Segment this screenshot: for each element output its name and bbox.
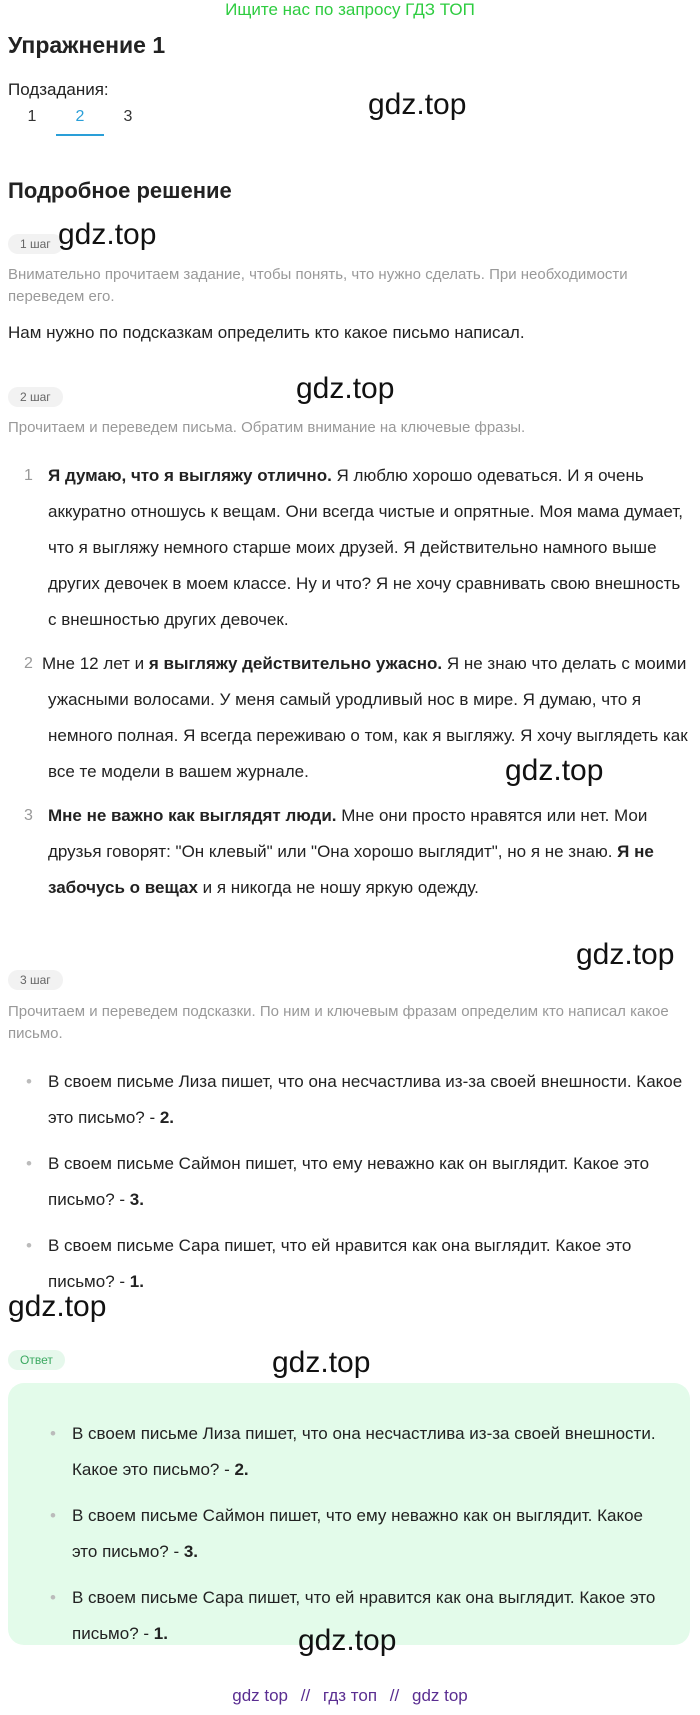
item-answer: 3. <box>183 1542 199 1561</box>
list-item <box>72 1416 672 1488</box>
letter-item <box>24 798 688 906</box>
letter-number: 1 <box>24 467 33 484</box>
letters-list <box>24 458 688 906</box>
key-phrase: Мне не важно как выглядят люди. <box>48 806 337 825</box>
letter-number: 2 <box>24 655 33 672</box>
item-answer: 2. <box>234 1460 249 1479</box>
step-badge: 3 шаг <box>8 970 63 990</box>
letter-text: Я не знаю что делать с моими ужасными волосами. У меня самый уродливый нос в мире. Я думаю, что я немного полная. Я всегда переживаю о том, как я выгляжу. Я хочу выглядеть как все те модели в вашем журнале. <box>48 654 688 781</box>
letter-text: Я люблю хорошо одеваться. И я очень аккуратно отношусь к вещам. Они всегда чистые и опрятные. Моя мама думает, что я выгляжу немного старше моих друзей. Я действительно намного выше других девочек в моем классе. Ну и что? Я не хочу сравнивать свою внешность с внешностью других девочек. <box>48 466 683 629</box>
list-item <box>72 1498 672 1570</box>
watermark: gdz.top <box>272 1346 371 1379</box>
item-text: В своем письме Саймон пишет, что ему неважно как он выглядит. Какое это письмо? - <box>72 1506 644 1561</box>
step-hint: Прочитаем и переведем письма. Обратим внимание на ключевые фразы. <box>8 419 526 436</box>
watermark: gdz.top <box>8 1290 107 1323</box>
letter-text: Мне они просто нравятся или нет. Мои друзья говорят: "Он клевый" или "Она хорошо выглядит", но я не знаю. <box>48 806 648 861</box>
item-answer: 1. <box>129 1272 144 1291</box>
watermark: gdz.top <box>296 372 395 405</box>
tab-3[interactable]: 3 <box>123 108 133 125</box>
footer-separator: // <box>300 1686 311 1705</box>
step-badge: 2 шаг <box>8 387 63 407</box>
item-answer: 3. <box>129 1190 144 1209</box>
watermark: gdz.top <box>58 218 157 251</box>
letter-number: 3 <box>24 807 33 824</box>
item-text: В своем письме Лиза пишет, что она несчастлива из-за своей внешности. Какое это письмо? - <box>48 1072 683 1127</box>
footer-separator: // <box>389 1686 400 1705</box>
subtasks-label: Подзадания: <box>8 80 109 99</box>
page-title: Упражнение 1 <box>8 32 166 58</box>
footer-link[interactable]: гдз топ <box>322 1686 378 1705</box>
footer-link[interactable]: gdz top <box>411 1686 468 1705</box>
letter-text: и я никогда не ношу яркую одежду. <box>197 878 479 897</box>
list-item <box>48 1064 688 1136</box>
watermark: gdz.top <box>368 88 467 121</box>
item-text: В своем письме Сара пишет, что ей нравится как она выглядит. Какое это письмо? - <box>48 1236 632 1291</box>
letter-text: Мне 12 лет и <box>42 654 149 673</box>
item-text: В своем письме Сара пишет, что ей нравится как она выглядит. Какое это письмо? - <box>72 1588 656 1643</box>
step-badge: 1 шаг <box>8 234 63 254</box>
item-answer: 1. <box>153 1624 168 1643</box>
section-title: Подробное решение <box>8 178 232 203</box>
item-answer: 2. <box>159 1108 175 1127</box>
step-hint: Внимательно прочитаем задание, чтобы понять, что нужно сделать. При необходимости переведем его. <box>8 266 628 305</box>
step-text: Нам нужно по подсказкам определить кто какое письмо написал. <box>8 323 525 342</box>
key-phrase: я выгляжу действительно ужасно. <box>148 654 443 673</box>
top-banner: Ищите нас по запросу ГДЗ ТОП <box>225 0 475 19</box>
step-hint: Прочитаем и переведем подсказки. По ним и ключевым фразам определим кто написал какое письмо. <box>8 1003 669 1042</box>
answer-badge: Ответ <box>8 1350 65 1370</box>
tab-2[interactable]: 2 <box>56 108 104 136</box>
watermark: gdz.top <box>505 754 604 787</box>
footer-link[interactable]: gdz top <box>232 1686 288 1705</box>
hints-list <box>48 1064 688 1310</box>
watermark: gdz.top <box>576 938 675 971</box>
letter-item <box>24 458 688 638</box>
subtask-tabs <box>8 108 152 136</box>
item-text: В своем письме Лиза пишет, что она несчастлива из-за своей внешности. Какое это письмо? - <box>72 1424 656 1479</box>
tab-1[interactable]: 1 <box>27 108 37 125</box>
item-text: В своем письме Саймон пишет, что ему неважно как он выглядит. Какое это письмо? - <box>48 1154 650 1209</box>
footer-links <box>0 1686 700 1706</box>
key-phrase: Я думаю, что я выгляжу отлично. <box>48 466 332 485</box>
key-phrase: Я не забочусь о вещах <box>48 842 654 897</box>
watermark: gdz.top <box>298 1624 397 1657</box>
list-item <box>48 1228 688 1300</box>
list-item <box>48 1146 688 1218</box>
